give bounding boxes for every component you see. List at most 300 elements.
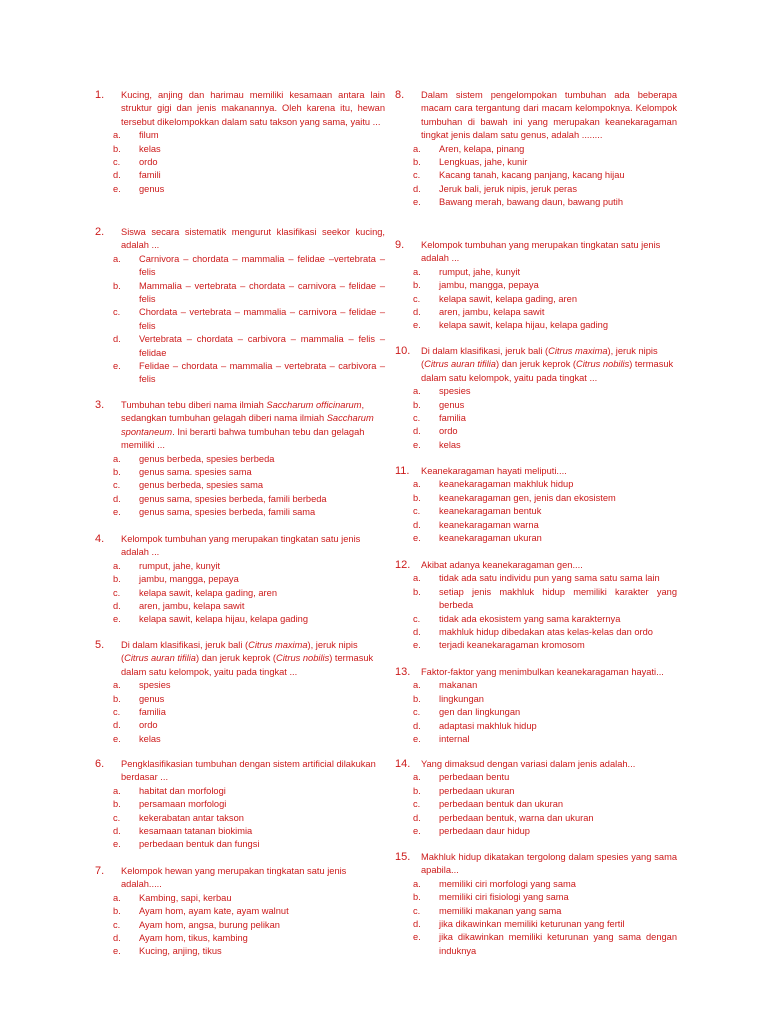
option-letter: c.	[413, 707, 421, 718]
question-text: Faktor-faktor yang menimbulkan keanekaragaman hayati...	[421, 667, 664, 677]
answer-options	[395, 143, 677, 210]
option-letter: e.	[413, 826, 421, 837]
option-text: tidak ada satu individu pun yang sama satu sama lain	[439, 573, 660, 584]
question-number: 7.	[95, 865, 105, 877]
question-text-part: , sedangkan tumbuhan gelagah diberi nama ilmiah	[121, 400, 365, 424]
option-letter: c.	[413, 413, 421, 424]
option-text: habitat dan morfologi	[139, 785, 226, 796]
answer-options	[395, 679, 677, 746]
option-letter: e.	[113, 507, 121, 518]
question-text: Kelompok hewan yang merupakan tingkatan satu jenis adalah.....	[121, 866, 347, 890]
option-text: aren, jambu, kelapa sawit	[439, 307, 545, 318]
question-number: 10.	[395, 345, 411, 357]
answer-option	[395, 293, 677, 306]
question-text-part: ) termasuk dalam satu kelompok, yaitu pada tingkat ...	[121, 653, 374, 677]
option-text: terjadi keanekaragaman kromosom	[439, 640, 585, 651]
answer-option	[395, 706, 677, 719]
option-text: spesies	[439, 386, 471, 397]
option-text: keanekaragaman gen, jenis dan ekosistem	[439, 492, 616, 503]
option-text: memiliki ciri fisiologi yang sama	[439, 892, 569, 903]
option-text: makanan	[439, 680, 478, 691]
option-text: genus berbeda, spesies berbeda	[139, 453, 275, 464]
question-text: Keanekaragaman hayati meliputi....	[421, 466, 567, 476]
option-text: memiliki makanan yang sama	[439, 905, 562, 916]
question-5	[95, 639, 385, 746]
option-letter: d.	[413, 812, 421, 823]
option-letter: a.	[413, 266, 421, 277]
question-number: 15.	[395, 851, 411, 863]
option-text: perbedaan bentuk, warna dan ukuran	[439, 812, 594, 823]
answer-option	[95, 733, 385, 746]
option-text: perbedaan bentuk dan ukuran	[439, 799, 564, 810]
scientific-name: Citrus maxima	[548, 346, 608, 356]
question-number: 14.	[395, 758, 411, 770]
option-letter: b.	[413, 693, 421, 704]
answer-options	[95, 785, 385, 852]
option-letter: b.	[413, 492, 421, 503]
option-letter: e.	[113, 361, 121, 372]
answer-option	[95, 798, 385, 811]
answer-option	[95, 143, 385, 156]
option-letter: b.	[413, 280, 421, 291]
question-11	[395, 465, 677, 545]
option-text: jambu, mangga, pepaya	[139, 574, 239, 585]
answer-option	[95, 129, 385, 142]
option-text: genus sama, spesies berbeda, famili berbeda	[139, 493, 327, 504]
option-letter: c.	[113, 707, 121, 718]
question-text-part: ), jeruk nipis (	[421, 346, 658, 370]
question-text: Pengklasifikasian tumbuhan dengan sistem artificial dilakukan berdasar ...	[121, 759, 376, 783]
question-text: Yang dimaksud dengan variasi dalam jenis adalah...	[421, 759, 636, 769]
answer-option	[395, 169, 677, 182]
option-letter: b.	[413, 785, 421, 796]
answer-option	[395, 812, 677, 825]
question-text: Akibat adanya keanekaragaman gen....	[421, 560, 583, 570]
question-text-part: Di dalam klasifikasi, jeruk bali (	[121, 640, 249, 650]
option-letter: c.	[113, 307, 121, 318]
answer-option	[95, 479, 385, 492]
option-text: spesies	[139, 680, 171, 691]
option-letter: b.	[113, 693, 121, 704]
option-text: Mammalia – vertebrata – chordata – carnivora – felidae – felis	[139, 280, 385, 305]
answer-option	[395, 572, 677, 585]
answer-option	[395, 319, 677, 332]
option-letter: c.	[413, 506, 421, 517]
scientific-name: Saccharum officinarum	[266, 400, 362, 410]
option-text: Ayam hom, ayam kate, ayam walnut	[139, 906, 289, 917]
option-text: Lengkuas, jahe, kunir	[439, 157, 528, 168]
option-text: kelapa sawit, kelapa gading, aren	[439, 293, 577, 304]
scientific-name: Citrus nobilis	[576, 359, 630, 370]
option-letter: d.	[113, 933, 121, 944]
option-letter: d.	[113, 720, 121, 731]
question-text	[421, 345, 677, 385]
option-letter: d.	[113, 170, 121, 181]
option-text: genus	[439, 399, 465, 410]
answer-option	[395, 825, 677, 838]
option-text: internal	[439, 734, 470, 745]
option-text: ordo	[139, 157, 158, 168]
option-letter: c.	[113, 919, 121, 930]
answer-option	[95, 466, 385, 479]
option-letter: a.	[113, 560, 121, 571]
option-text: Chordata – vertebrata – mammalia – carnivora – felidae – felis	[139, 307, 385, 331]
option-letter: c.	[413, 293, 421, 304]
answer-option	[95, 169, 385, 182]
answer-options	[95, 679, 385, 746]
option-letter: c.	[413, 799, 421, 810]
option-text: keanekaragaman bentuk	[439, 506, 542, 517]
option-letter: d.	[113, 334, 121, 345]
option-text: familia	[439, 413, 466, 424]
option-letter: e.	[113, 614, 121, 625]
question-number: 1.	[95, 89, 105, 101]
option-letter: d.	[113, 601, 121, 612]
option-text: perbedaan bentu	[439, 772, 510, 783]
question-text: Makhluk hidup dikatakan tergolong dalam spesies yang sama apabila...	[421, 852, 677, 876]
option-text: jika dikawinkan memiliki keturunan yang fertil	[439, 919, 625, 930]
answer-options	[95, 892, 385, 959]
option-text: kekerabatan antar takson	[139, 812, 244, 823]
option-text: genus sama, spesies berbeda, famili sama	[139, 507, 316, 518]
answer-option	[95, 560, 385, 573]
option-letter: a.	[113, 680, 121, 691]
answer-option	[95, 706, 385, 719]
option-text: jambu, mangga, pepaya	[439, 280, 539, 291]
answer-option	[95, 785, 385, 798]
option-text: rumput, jahe, kunyit	[439, 266, 521, 277]
option-text: Felidae – chordata – mammalia – vertebrata – carbivora – felis	[139, 361, 385, 385]
option-text: kelas	[439, 439, 461, 450]
option-text: Ayam hom, tikus, kambing	[139, 933, 248, 944]
question-text: Kelompok tumbuhan yang merupakan tingkatan satu jenis adalah ...	[421, 240, 661, 264]
question-number: 11.	[395, 465, 410, 477]
answer-option	[395, 196, 677, 209]
answer-option	[95, 825, 385, 838]
option-letter: e.	[113, 733, 121, 744]
question-number: 8.	[395, 89, 405, 101]
answer-option	[95, 156, 385, 169]
option-letter: c.	[113, 157, 121, 168]
question-2	[95, 226, 385, 387]
option-letter: d.	[413, 426, 421, 437]
answer-options	[95, 453, 385, 520]
answer-options	[395, 385, 677, 452]
question-text: Kelompok tumbuhan yang merupakan tingkatan satu jenis adalah ...	[121, 534, 361, 558]
answer-option	[395, 905, 677, 918]
option-text: kelapa sawit, kelapa hijau, kelapa gading	[139, 614, 309, 625]
question-number: 12.	[395, 559, 411, 571]
option-letter: d.	[113, 826, 121, 837]
option-letter: a.	[413, 573, 421, 584]
answer-option	[95, 183, 385, 196]
answer-options	[95, 560, 385, 627]
answer-option	[395, 492, 677, 505]
option-text: genus berbeda, spesies sama	[139, 480, 264, 491]
option-text: lingkungan	[439, 693, 484, 704]
answer-option	[395, 918, 677, 931]
answer-option	[95, 812, 385, 825]
option-text: familia	[139, 707, 166, 718]
option-letter: b.	[113, 143, 121, 154]
answer-option	[95, 945, 385, 958]
answer-option	[95, 280, 385, 307]
answer-option	[395, 785, 677, 798]
question-number: 2.	[95, 226, 105, 238]
answer-option	[395, 306, 677, 319]
question-7	[95, 865, 385, 959]
scientific-name: Citrus auran tifilia	[424, 359, 496, 370]
option-letter: b.	[413, 586, 421, 597]
question-number: 9.	[395, 239, 405, 251]
answer-option	[395, 639, 677, 652]
option-text: persamaan morfologi	[139, 799, 227, 810]
question-text-part: ) dan jeruk keprok (	[195, 653, 277, 664]
answer-option	[395, 720, 677, 733]
question-text-part: ) dan jeruk keprok (	[495, 359, 577, 370]
option-letter: d.	[413, 519, 421, 530]
option-text: genus	[139, 693, 165, 704]
option-letter: e.	[413, 320, 421, 331]
option-letter: b.	[413, 399, 421, 410]
option-letter: a.	[413, 772, 421, 783]
question-number: 5.	[95, 639, 105, 651]
answer-option	[95, 613, 385, 626]
question-13	[395, 666, 677, 746]
option-text: kelapa sawit, kelapa hijau, kelapa gading	[439, 320, 609, 331]
scientific-name: Citrus auran tifilia	[124, 653, 196, 664]
option-letter: e.	[413, 932, 421, 943]
answer-option	[95, 493, 385, 506]
option-letter: e.	[413, 197, 421, 208]
answer-option	[95, 892, 385, 905]
answer-option	[395, 931, 677, 958]
option-text: makhluk hidup dibedakan atas kelas-kelas dan ordo	[439, 627, 653, 638]
question-text	[121, 639, 385, 679]
option-text: Bawang merah, bawang daun, bawang putih	[439, 197, 624, 208]
option-text: Jeruk bali, jeruk nipis, jeruk peras	[439, 183, 577, 194]
answer-option	[395, 532, 677, 545]
answer-option	[395, 693, 677, 706]
option-text: filum	[139, 130, 159, 141]
answer-option	[395, 425, 677, 438]
option-letter: a.	[413, 878, 421, 889]
option-text: ordo	[439, 426, 458, 437]
option-letter: c.	[113, 480, 121, 491]
option-text: Carnivora – chordata – mammalia – felidae –vertebrata – felis	[139, 253, 385, 278]
scientific-name: Citrus maxima	[248, 640, 308, 650]
option-letter: d.	[413, 720, 421, 731]
answer-option	[95, 693, 385, 706]
answer-option	[95, 333, 385, 360]
option-letter: a.	[413, 479, 421, 490]
answer-option	[95, 838, 385, 851]
question-3	[95, 399, 385, 520]
answer-option	[95, 905, 385, 918]
option-text: keanekaragaman warna	[439, 519, 539, 530]
answer-option	[95, 679, 385, 692]
question-9	[395, 239, 677, 333]
option-text: Kucing, anjing, tikus	[139, 946, 222, 957]
option-letter: e.	[113, 946, 121, 957]
option-letter: e.	[413, 439, 421, 450]
option-letter: e.	[113, 183, 121, 194]
option-letter: c.	[113, 587, 121, 598]
option-letter: b.	[113, 799, 121, 810]
answer-option	[395, 183, 677, 196]
option-letter: b.	[413, 157, 421, 168]
answer-option	[395, 412, 677, 425]
option-text: setiap jenis makhluk hidup memiliki karakter yang berbeda	[439, 586, 677, 611]
option-letter: d.	[413, 183, 421, 194]
question-4	[95, 533, 385, 627]
option-text: rumput, jahe, kunyit	[139, 560, 221, 571]
option-letter: a.	[413, 143, 421, 154]
option-text: jika dikawinkan memiliki keturunan yang sama dengan induknya	[439, 932, 677, 956]
scientific-name: Citrus nobilis	[276, 653, 330, 664]
answer-option	[395, 143, 677, 156]
answer-options	[395, 878, 677, 958]
answer-option	[95, 932, 385, 945]
question-14	[395, 758, 677, 838]
answer-option	[395, 613, 677, 626]
option-letter: d.	[413, 627, 421, 638]
answer-options	[395, 771, 677, 838]
question-6	[95, 758, 385, 852]
answer-option	[395, 626, 677, 639]
answer-option	[395, 279, 677, 292]
answer-options	[95, 129, 385, 196]
option-letter: d.	[413, 307, 421, 318]
question-15	[395, 851, 677, 958]
option-letter: e.	[413, 533, 421, 544]
option-text: gen dan lingkungan	[439, 707, 521, 718]
option-text: perbedaan bentuk dan fungsi	[139, 839, 260, 850]
question-1	[95, 89, 385, 196]
answer-option	[395, 156, 677, 169]
answer-option	[95, 919, 385, 932]
option-letter: a.	[413, 680, 421, 691]
answer-option	[95, 587, 385, 600]
option-letter: d.	[113, 493, 121, 504]
option-text: Ayam hom, angsa, burung pelikan	[139, 919, 280, 930]
answer-option	[95, 506, 385, 519]
answer-option	[395, 586, 677, 613]
answer-options	[395, 478, 677, 545]
question-text: Kucing, anjing dan harimau memiliki kesamaan antara lain struktur gigi dan jenis makanannya. Oleh karena itu, hewan tersebut dikelompokkan dalam satu takson yang sama, yaitu ...	[121, 90, 385, 127]
option-text: perbedaan daur hidup	[439, 826, 530, 837]
option-text: kesamaan tatanan biokimia	[139, 826, 253, 837]
option-text: keanekaragaman makhluk hidup	[439, 479, 574, 490]
question-number: 3.	[95, 399, 105, 411]
answer-options	[395, 572, 677, 652]
answer-option	[95, 253, 385, 280]
option-text: ordo	[139, 720, 158, 731]
answer-option	[395, 385, 677, 398]
answer-option	[395, 519, 677, 532]
answer-option	[395, 439, 677, 452]
option-text: tidak ada ekosistem yang sama karakternya	[439, 613, 621, 624]
option-letter: a.	[113, 253, 121, 264]
answer-option	[95, 600, 385, 613]
answer-options	[95, 253, 385, 387]
option-letter: a.	[113, 453, 121, 464]
answer-option	[395, 399, 677, 412]
answer-option	[95, 719, 385, 732]
answer-option	[395, 505, 677, 518]
option-text: kelas	[139, 143, 161, 154]
option-letter: c.	[413, 905, 421, 916]
option-text: famili	[139, 170, 161, 181]
option-letter: c.	[413, 613, 421, 624]
question-number: 4.	[95, 533, 105, 545]
answer-option	[95, 306, 385, 333]
option-letter: c.	[113, 812, 121, 823]
scientific-name: Saccharum spontaneum	[121, 413, 374, 437]
question-8	[395, 89, 677, 210]
option-text: keanekaragaman ukuran	[439, 533, 542, 544]
option-letter: b.	[113, 280, 121, 291]
option-letter: b.	[113, 467, 121, 478]
question-10	[395, 345, 677, 452]
option-letter: a.	[113, 892, 121, 903]
answer-options	[395, 266, 677, 333]
answer-option	[95, 360, 385, 387]
option-text: Kambing, sapi, kerbau	[139, 892, 232, 903]
option-letter: e.	[413, 734, 421, 745]
question-text-part: Tumbuhan tebu diberi nama ilmiah	[121, 400, 267, 410]
option-text: Kacang tanah, kacang panjang, kacang hijau	[439, 170, 625, 181]
option-text: kelapa sawit, kelapa gading, aren	[139, 587, 277, 598]
option-letter: b.	[113, 574, 121, 585]
option-text: genus	[139, 183, 165, 194]
option-text: kelas	[139, 733, 161, 744]
answer-option	[395, 771, 677, 784]
answer-option	[395, 679, 677, 692]
question-text-part: . Ini berarti bahwa tumbuhan tebu dan gelagah memiliki ...	[121, 426, 365, 451]
answer-option	[95, 453, 385, 466]
answer-option	[395, 478, 677, 491]
answer-option	[395, 891, 677, 904]
question-text-part: ), jeruk nipis (	[121, 640, 358, 664]
answer-option	[395, 798, 677, 811]
question-text-part: ) termasuk dalam satu kelompok, yaitu pada tingkat ...	[421, 359, 674, 383]
option-text: genus sama. spesies sama	[139, 467, 252, 478]
option-letter: a.	[113, 130, 121, 141]
question-12	[395, 559, 677, 653]
option-letter: e.	[413, 640, 421, 651]
option-text: adaptasi makhluk hidup	[439, 720, 537, 731]
option-text: aren, jambu, kelapa sawit	[139, 601, 245, 612]
answer-option	[395, 733, 677, 746]
answer-option	[395, 266, 677, 279]
option-text: Aren, kelapa, pinang	[439, 143, 525, 154]
answer-option	[95, 573, 385, 586]
option-letter: b.	[113, 906, 121, 917]
option-letter: a.	[113, 785, 121, 796]
question-number: 13.	[395, 666, 411, 678]
option-letter: c.	[413, 170, 421, 181]
question-text: Siswa secara sistematik mengurut klasifikasi seekor kucing, adalah ...	[121, 227, 385, 251]
option-letter: d.	[413, 919, 421, 930]
question-text: Dalam sistem pengelompokan tumbuhan ada beberapa macam cara tergantung dari macam kelompoknya. Kelompok tumbuhan di bawah ini yang merupakan keanekaragaman tingkat jenis dalam satu genus, adalah ........	[421, 90, 677, 141]
option-letter: e.	[113, 839, 121, 850]
option-letter: b.	[413, 892, 421, 903]
answer-option	[395, 878, 677, 891]
option-text: perbedaan ukuran	[439, 785, 515, 796]
option-text: Vertebrata – chordata – carbivora – mammalia – felis – felidae	[139, 334, 385, 358]
question-number: 6.	[95, 758, 105, 770]
